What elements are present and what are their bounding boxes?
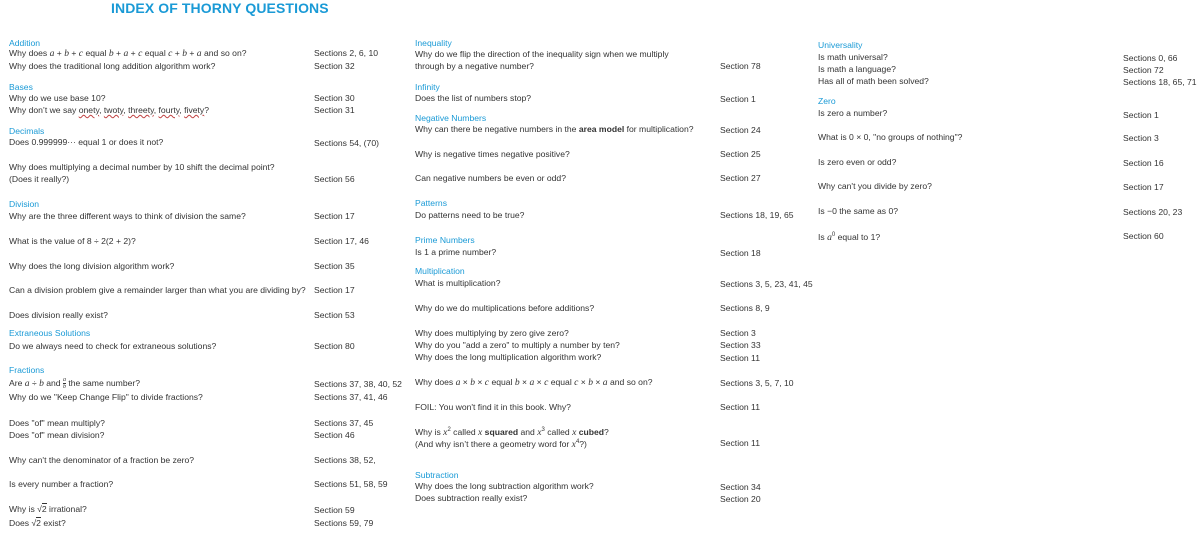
category-division: Division	[9, 199, 40, 209]
section-ref: Sections 3, 5, 7, 10	[720, 378, 794, 388]
category-zero: Zero	[818, 96, 836, 106]
category-decimals: Decimals	[9, 126, 45, 136]
question-a-div-b: Are a ÷ b and $\frac{a}{b}$ the same number?	[9, 377, 141, 390]
question-a-power-zero: Is $a^0$ equal to 1?	[818, 231, 881, 243]
question: Why can't the denominator of a fraction be zero?	[9, 455, 195, 465]
section-ref: Section 3	[720, 328, 756, 338]
question: Why does multiplying by zero give zero?	[415, 328, 569, 338]
section-ref: Section 17	[314, 285, 355, 295]
section-ref: Sections 59, 79	[314, 518, 374, 528]
category-negative-numbers: Negative Numbers	[415, 113, 487, 123]
section-ref: Section 80	[314, 341, 355, 351]
question: What is multiplication?	[415, 278, 501, 288]
question: Is 1 a prime number?	[415, 247, 497, 257]
section-ref: Section 35	[314, 261, 355, 271]
section-ref: Section 11	[720, 353, 760, 363]
section-ref: Sections 8, 9	[720, 303, 770, 313]
question-area-model: Why can there be negative numbers in the area model for multiplication?	[415, 124, 694, 134]
section-ref: Section 33	[720, 340, 761, 350]
section-ref: Sections 37, 38, 40, 52	[314, 379, 402, 389]
question: Why does the traditional long addition algorithm work?	[9, 61, 216, 71]
section-ref: Section 24	[720, 125, 761, 135]
section-ref: Section 17, 46	[314, 236, 369, 246]
section-ref: Section 1	[720, 94, 756, 104]
question: FOIL: You won't find it in this book. Why?	[415, 402, 571, 412]
category-infinity: Infinity	[415, 82, 440, 92]
section-ref: Section 72	[1123, 65, 1164, 75]
section-ref: Section 31	[314, 105, 355, 115]
section-ref: Section 17	[314, 211, 355, 221]
question: Why do we use base 10?	[9, 93, 106, 103]
question: What is 0 × 0, "no groups of nothing"?	[818, 132, 963, 142]
section-ref: Sections 18, 65, 71	[1123, 77, 1197, 87]
section-ref: Section 20	[720, 494, 761, 504]
page-title: INDEX OF THORNY QUESTIONS	[111, 0, 329, 16]
question: Does "of" mean division?	[9, 430, 105, 440]
section-ref: Section 3	[1123, 133, 1159, 143]
section-ref: Section 17	[1123, 182, 1164, 192]
question-8-div: What is the value of 8 ÷ 2(2 + 2)?	[9, 236, 136, 246]
category-patterns: Patterns	[415, 198, 448, 208]
question-sqrt2-exist: Does √2 exist?	[9, 518, 66, 528]
question: Is −0 the same as 0?	[818, 206, 899, 216]
category-subtraction: Subtraction	[415, 470, 459, 480]
question: Why does the long multiplication algorithm work?	[415, 352, 602, 362]
question-continued: through by a negative number?	[415, 61, 534, 71]
category-fractions: Fractions	[9, 365, 45, 375]
question: Why does the long division algorithm work?	[9, 261, 175, 271]
section-ref: Sections 0, 66	[1123, 53, 1178, 63]
category-prime-numbers: Prime Numbers	[415, 235, 475, 245]
question: Why are the three different ways to think of division the same?	[9, 211, 246, 221]
section-ref: Sections 51, 58, 59	[314, 479, 388, 489]
section-ref: Section 56	[314, 174, 355, 184]
question: Does 0.999999··· equal 1 or does it not?	[9, 137, 164, 147]
section-ref: Section 27	[720, 173, 761, 183]
section-ref: Section 46	[314, 430, 355, 440]
question: Why do we flip the direction of the inequality sign when we multiply	[415, 49, 669, 59]
question-sqrt2-irrational: Why is √2 irrational?	[9, 504, 87, 514]
question: Can a division problem give a remainder larger than what you are dividing by?	[9, 285, 306, 295]
question: Why is negative times negative positive?	[415, 149, 570, 159]
section-ref: Section 60	[1123, 231, 1164, 241]
question: Why does the long subtraction algorithm work?	[415, 481, 594, 491]
category-multiplication: Multiplication	[415, 266, 465, 276]
section-ref: Section 30	[314, 93, 355, 103]
section-ref: Section 1	[1123, 110, 1159, 120]
question: Why does multiplying a decimal number by 10 shift the decimal point?	[9, 162, 275, 172]
question-x-squared: Why is $x^2$ called x squared and $x^3$ called x cubed?	[415, 426, 609, 438]
section-ref: Section 53	[314, 310, 355, 320]
question: Can negative numbers be even or odd?	[415, 173, 566, 183]
section-ref: Section 25	[720, 149, 761, 159]
section-ref: Sections 2, 6, 10	[314, 48, 379, 58]
question-x-fourth: (And why isn’t there a geometry word for $x^4$?)	[415, 438, 587, 450]
question: Why do we "Keep Change Flip" to divide fractions?	[9, 392, 203, 402]
section-ref: Section 16	[1123, 158, 1164, 168]
category-universality: Universality	[818, 40, 863, 50]
question: Does subtraction really exist?	[415, 493, 528, 503]
section-ref: Sections 37, 45	[314, 418, 374, 428]
category-bases: Bases	[9, 82, 33, 92]
section-ref: Section 18	[720, 248, 761, 258]
question: Is math universal?	[818, 52, 888, 62]
question-abc-commutative: Why does a × b × c equal b × a × c equal c × b × a and so on?	[415, 377, 653, 388]
section-ref: Section 59	[314, 505, 355, 515]
question: Does division really exist?	[9, 310, 108, 320]
question: Is zero even or odd?	[818, 157, 897, 167]
section-ref: Section 11	[720, 402, 760, 412]
question-continued: (Does it really?)	[9, 174, 70, 184]
question: Has all of math been solved?	[818, 76, 929, 86]
section-ref: Section 32	[314, 61, 355, 71]
section-ref: Sections 20, 23	[1123, 207, 1183, 217]
category-addition: Addition	[9, 38, 41, 48]
category-extraneous-solutions: Extraneous Solutions	[9, 328, 91, 338]
section-ref: Sections 54, (70)	[314, 138, 379, 148]
question: Is math a language?	[818, 64, 896, 74]
question: Is zero a number?	[818, 108, 888, 118]
question: Does "of" mean multiply?	[9, 418, 105, 428]
section-ref: Section 78	[720, 61, 761, 71]
question: Why can't you divide by zero?	[818, 181, 932, 191]
section-ref: Sections 18, 19, 65	[720, 210, 794, 220]
section-ref: Sections 38, 52,	[314, 455, 376, 465]
question: Is every number a fraction?	[9, 479, 114, 489]
section-ref: Section 34	[720, 482, 761, 492]
section-ref: Sections 3, 5, 23, 41, 45	[720, 279, 813, 289]
question-addition-commutative: Why does a + b + c equal b + a + c equal c + b + a and so on?	[9, 48, 247, 59]
question: Does the list of numbers stop?	[415, 93, 532, 103]
section-ref: Sections 37, 41, 46	[314, 392, 388, 402]
question: Why do you "add a zero" to multiply a number by ten?	[415, 340, 620, 350]
question: Do we always need to check for extraneous solutions?	[9, 341, 217, 351]
question-onety: Why don’t we say onety, twoty, threety, fourty, fivety?	[9, 105, 210, 115]
category-inequality: Inequality	[415, 38, 452, 48]
question: Why do we do multiplications before additions?	[415, 303, 595, 313]
question: Do patterns need to be true?	[415, 210, 525, 220]
section-ref: Section 11	[720, 438, 760, 448]
